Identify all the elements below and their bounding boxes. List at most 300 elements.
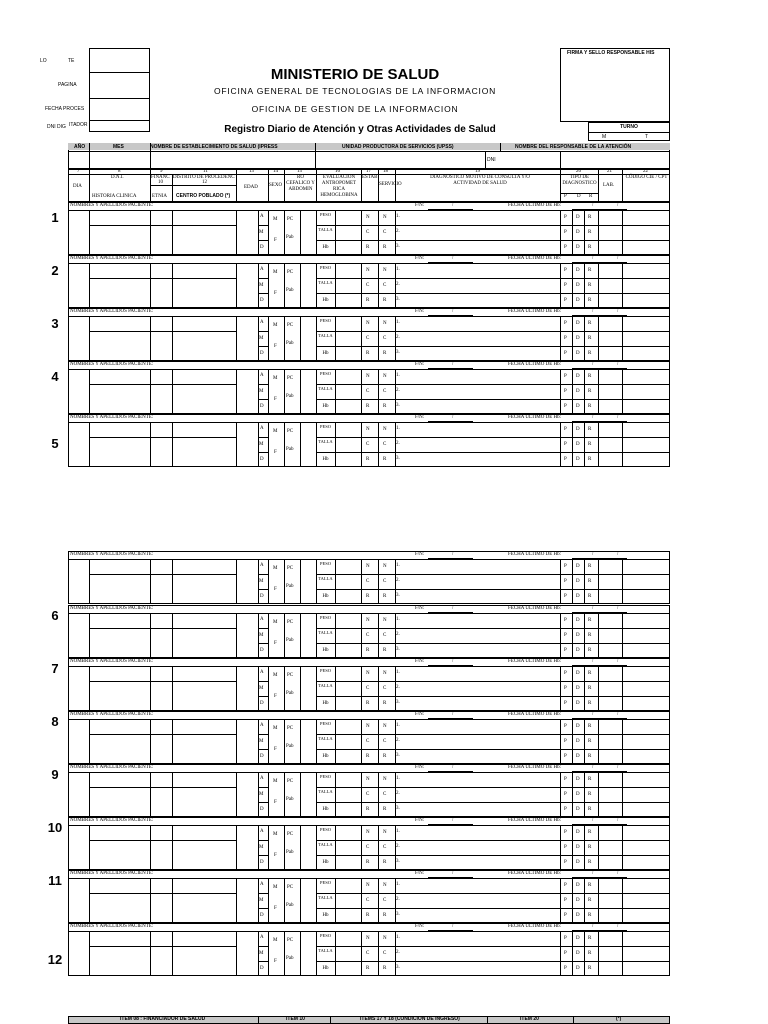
age-a[interactable]: A xyxy=(260,723,264,728)
tipo-d-check[interactable]: D xyxy=(576,245,580,250)
sex-m[interactable]: M xyxy=(273,885,278,890)
age-m[interactable]: M xyxy=(259,336,264,341)
cond-c[interactable]: C xyxy=(366,389,370,394)
cond-c[interactable]: C xyxy=(383,792,387,797)
tipo-p-check[interactable]: P xyxy=(564,883,567,888)
cond-n[interactable]: N xyxy=(383,671,387,676)
cond-r[interactable]: R xyxy=(383,404,387,409)
tipo-r-check[interactable]: R xyxy=(588,807,592,812)
diag-1[interactable]: 1. xyxy=(396,776,400,781)
tipo-d-check[interactable]: D xyxy=(576,701,580,706)
sex-m[interactable]: M xyxy=(273,620,278,625)
tipo-p-check[interactable]: P xyxy=(564,686,567,691)
tipo-r-check[interactable]: R xyxy=(588,298,592,303)
age-m[interactable]: M xyxy=(259,389,264,394)
cond-c[interactable]: C xyxy=(383,579,387,584)
age-m[interactable]: M xyxy=(259,283,264,288)
cond-n[interactable]: N xyxy=(366,936,370,941)
tipo-d-check[interactable]: D xyxy=(576,633,580,638)
sex-f[interactable]: F xyxy=(274,344,277,349)
tipo-p-check[interactable]: P xyxy=(564,777,567,782)
cond-r[interactable]: R xyxy=(383,594,387,599)
cond-n[interactable]: N xyxy=(366,427,370,432)
cond-c[interactable]: C xyxy=(383,898,387,903)
tipo-p-check[interactable]: P xyxy=(564,618,567,623)
cond-c[interactable]: C xyxy=(366,951,370,956)
age-a[interactable]: A xyxy=(260,426,264,431)
age-m[interactable]: M xyxy=(259,951,264,956)
tipo-r-check[interactable]: R xyxy=(588,701,592,706)
tipo-p-check[interactable]: P xyxy=(564,389,567,394)
tipo-p-check[interactable]: P xyxy=(564,374,567,379)
cond-r[interactable]: R xyxy=(366,807,370,812)
tipo-p-check[interactable]: P xyxy=(564,215,567,220)
tipo-r-check[interactable]: R xyxy=(588,594,592,599)
cond-n[interactable]: N xyxy=(366,374,370,379)
diag-2[interactable]: 2. xyxy=(396,229,400,234)
diag-2[interactable]: 2. xyxy=(396,335,400,340)
cond-c[interactable]: C xyxy=(383,336,387,341)
cond-r[interactable]: R xyxy=(366,913,370,918)
diag-1[interactable]: 1. xyxy=(396,829,400,834)
tipo-d-check[interactable]: D xyxy=(576,268,580,273)
cond-r[interactable]: R xyxy=(383,966,387,971)
tipo-r-check[interactable]: R xyxy=(588,427,592,432)
diag-1[interactable]: 1. xyxy=(396,373,400,378)
diag-3[interactable]: 3. xyxy=(396,859,400,864)
tipo-d-check[interactable]: D xyxy=(576,845,580,850)
cond-c[interactable]: C xyxy=(366,792,370,797)
tipo-p-check[interactable]: P xyxy=(564,739,567,744)
tipo-p-check[interactable]: P xyxy=(564,321,567,326)
cond-n[interactable]: N xyxy=(383,374,387,379)
cond-n[interactable]: N xyxy=(366,215,370,220)
sex-f[interactable]: F xyxy=(274,397,277,402)
diag-3[interactable]: 3. xyxy=(396,456,400,461)
cond-c[interactable]: C xyxy=(366,633,370,638)
tipo-d-check[interactable]: D xyxy=(576,618,580,623)
tipo-p-check[interactable]: P xyxy=(564,564,567,569)
cond-r[interactable]: R xyxy=(383,245,387,250)
diag-3[interactable]: 3. xyxy=(396,965,400,970)
tipo-p-check[interactable]: P xyxy=(564,283,567,288)
age-d[interactable]: D xyxy=(260,860,264,865)
firma-box[interactable] xyxy=(560,48,670,122)
cond-r[interactable]: R xyxy=(366,457,370,462)
tipo-d-check[interactable]: D xyxy=(576,283,580,288)
tipo-r-check[interactable]: R xyxy=(588,404,592,409)
sex-m[interactable]: M xyxy=(273,832,278,837)
tipo-d-check[interactable]: D xyxy=(576,724,580,729)
cond-r[interactable]: R xyxy=(383,298,387,303)
tipo-p-check[interactable]: P xyxy=(564,298,567,303)
age-m[interactable]: M xyxy=(259,686,264,691)
cond-r[interactable]: R xyxy=(366,298,370,303)
diag-3[interactable]: 3. xyxy=(396,700,400,705)
tipo-d-check[interactable]: D xyxy=(576,671,580,676)
tipo-p-check[interactable]: P xyxy=(564,336,567,341)
tipo-r-check[interactable]: R xyxy=(588,283,592,288)
sex-f[interactable]: F xyxy=(274,587,277,592)
age-a[interactable]: A xyxy=(260,617,264,622)
tipo-p-check[interactable]: P xyxy=(564,951,567,956)
sex-f[interactable]: F xyxy=(274,747,277,752)
tipo-r-check[interactable]: R xyxy=(588,845,592,850)
tipo-p-check[interactable]: P xyxy=(564,579,567,584)
cond-n[interactable]: N xyxy=(366,618,370,623)
cond-r[interactable]: R xyxy=(383,648,387,653)
tipo-r-check[interactable]: R xyxy=(588,936,592,941)
age-a[interactable]: A xyxy=(260,214,264,219)
diag-2[interactable]: 2. xyxy=(396,791,400,796)
tipo-p-check[interactable]: P xyxy=(564,701,567,706)
tipo-p-check[interactable]: P xyxy=(564,633,567,638)
cond-c[interactable]: C xyxy=(366,739,370,744)
tipo-d-check[interactable]: D xyxy=(576,739,580,744)
cond-r[interactable]: R xyxy=(366,754,370,759)
tipo-p-check[interactable]: P xyxy=(564,351,567,356)
tipo-p-check[interactable]: P xyxy=(564,230,567,235)
sex-m[interactable]: M xyxy=(273,566,278,571)
tipo-d-check[interactable]: D xyxy=(576,321,580,326)
cond-c[interactable]: C xyxy=(383,442,387,447)
sex-f[interactable]: F xyxy=(274,906,277,911)
tipo-r-check[interactable]: R xyxy=(588,648,592,653)
cond-n[interactable]: N xyxy=(383,618,387,623)
tipo-r-check[interactable]: R xyxy=(588,754,592,759)
tipo-d-check[interactable]: D xyxy=(576,427,580,432)
sex-f[interactable]: F xyxy=(274,641,277,646)
tipo-r-check[interactable]: R xyxy=(588,671,592,676)
diag-2[interactable]: 2. xyxy=(396,441,400,446)
sex-f[interactable]: F xyxy=(274,959,277,964)
cond-r[interactable]: R xyxy=(366,404,370,409)
tipo-p-check[interactable]: P xyxy=(564,671,567,676)
cond-c[interactable]: C xyxy=(383,389,387,394)
diag-3[interactable]: 3. xyxy=(396,350,400,355)
cond-n[interactable]: N xyxy=(366,883,370,888)
cond-c[interactable]: C xyxy=(383,739,387,744)
cond-n[interactable]: N xyxy=(383,215,387,220)
tipo-r-check[interactable]: R xyxy=(588,215,592,220)
age-d[interactable]: D xyxy=(260,298,264,303)
cond-r[interactable]: R xyxy=(383,351,387,356)
sex-f[interactable]: F xyxy=(274,238,277,243)
age-a[interactable]: A xyxy=(260,882,264,887)
cond-r[interactable]: R xyxy=(366,648,370,653)
diag-3[interactable]: 3. xyxy=(396,647,400,652)
sex-f[interactable]: F xyxy=(274,450,277,455)
diag-2[interactable]: 2. xyxy=(396,282,400,287)
age-d[interactable]: D xyxy=(260,648,264,653)
diag-1[interactable]: 1. xyxy=(396,935,400,940)
cond-n[interactable]: N xyxy=(383,321,387,326)
tipo-d-check[interactable]: D xyxy=(576,594,580,599)
sex-f[interactable]: F xyxy=(274,800,277,805)
diag-1[interactable]: 1. xyxy=(396,267,400,272)
cond-r[interactable]: R xyxy=(383,807,387,812)
cond-c[interactable]: C xyxy=(366,230,370,235)
cond-r[interactable]: R xyxy=(366,701,370,706)
diag-3[interactable]: 3. xyxy=(396,244,400,249)
tipo-d-check[interactable]: D xyxy=(576,442,580,447)
diag-3[interactable]: 3. xyxy=(396,403,400,408)
cond-n[interactable]: N xyxy=(366,268,370,273)
tipo-r-check[interactable]: R xyxy=(588,830,592,835)
tipo-r-check[interactable]: R xyxy=(588,739,592,744)
age-a[interactable]: A xyxy=(260,829,264,834)
cond-n[interactable]: N xyxy=(366,830,370,835)
tipo-r-check[interactable]: R xyxy=(588,913,592,918)
age-m[interactable]: M xyxy=(259,845,264,850)
diag-2[interactable]: 2. xyxy=(396,738,400,743)
cond-r[interactable]: R xyxy=(366,966,370,971)
cond-c[interactable]: C xyxy=(383,845,387,850)
diag-3[interactable]: 3. xyxy=(396,297,400,302)
tipo-r-check[interactable]: R xyxy=(588,860,592,865)
tipo-r-check[interactable]: R xyxy=(588,457,592,462)
tipo-p-check[interactable]: P xyxy=(564,792,567,797)
cond-c[interactable]: C xyxy=(366,336,370,341)
tipo-d-check[interactable]: D xyxy=(576,754,580,759)
tipo-r-check[interactable]: R xyxy=(588,268,592,273)
sex-m[interactable]: M xyxy=(273,270,278,275)
cond-n[interactable]: N xyxy=(366,724,370,729)
cond-c[interactable]: C xyxy=(366,442,370,447)
age-a[interactable]: A xyxy=(260,563,264,568)
age-a[interactable]: A xyxy=(260,935,264,940)
age-m[interactable]: M xyxy=(259,739,264,744)
diag-3[interactable]: 3. xyxy=(396,806,400,811)
tipo-r-check[interactable]: R xyxy=(588,777,592,782)
cond-r[interactable]: R xyxy=(383,457,387,462)
tipo-d-check[interactable]: D xyxy=(576,686,580,691)
diag-2[interactable]: 2. xyxy=(396,897,400,902)
cond-r[interactable]: R xyxy=(366,351,370,356)
diag-1[interactable]: 1. xyxy=(396,617,400,622)
tipo-d-check[interactable]: D xyxy=(576,351,580,356)
tipo-d-check[interactable]: D xyxy=(576,966,580,971)
tipo-r-check[interactable]: R xyxy=(588,442,592,447)
tipo-d-check[interactable]: D xyxy=(576,830,580,835)
sex-f[interactable]: F xyxy=(274,694,277,699)
sex-m[interactable]: M xyxy=(273,429,278,434)
cond-c[interactable]: C xyxy=(366,686,370,691)
age-m[interactable]: M xyxy=(259,442,264,447)
tipo-d-check[interactable]: D xyxy=(576,230,580,235)
tipo-p-check[interactable]: P xyxy=(564,830,567,835)
age-a[interactable]: A xyxy=(260,670,264,675)
cond-n[interactable]: N xyxy=(383,724,387,729)
tipo-d-check[interactable]: D xyxy=(576,792,580,797)
age-d[interactable]: D xyxy=(260,457,264,462)
cond-n[interactable]: N xyxy=(383,427,387,432)
tipo-r-check[interactable]: R xyxy=(588,792,592,797)
diag-1[interactable]: 1. xyxy=(396,320,400,325)
cond-r[interactable]: R xyxy=(366,245,370,250)
age-d[interactable]: D xyxy=(260,404,264,409)
age-d[interactable]: D xyxy=(260,594,264,599)
tipo-r-check[interactable]: R xyxy=(588,724,592,729)
tipo-d-check[interactable]: D xyxy=(576,883,580,888)
tipo-p-check[interactable]: P xyxy=(564,268,567,273)
cond-c[interactable]: C xyxy=(383,283,387,288)
tipo-d-check[interactable]: D xyxy=(576,807,580,812)
cond-n[interactable]: N xyxy=(366,564,370,569)
diag-2[interactable]: 2. xyxy=(396,388,400,393)
cond-c[interactable]: C xyxy=(366,283,370,288)
cond-r[interactable]: R xyxy=(383,913,387,918)
tipo-p-check[interactable]: P xyxy=(564,860,567,865)
age-m[interactable]: M xyxy=(259,633,264,638)
cond-n[interactable]: N xyxy=(383,830,387,835)
turno-box[interactable] xyxy=(588,122,670,141)
tipo-d-check[interactable]: D xyxy=(576,374,580,379)
tipo-d-check[interactable]: D xyxy=(576,564,580,569)
sex-m[interactable]: M xyxy=(273,938,278,943)
tipo-d-check[interactable]: D xyxy=(576,936,580,941)
tipo-p-check[interactable]: P xyxy=(564,898,567,903)
cond-n[interactable]: N xyxy=(366,777,370,782)
tipo-r-check[interactable]: R xyxy=(588,389,592,394)
tipo-p-check[interactable]: P xyxy=(564,724,567,729)
cond-n[interactable]: N xyxy=(383,564,387,569)
diag-2[interactable]: 2. xyxy=(396,578,400,583)
cond-c[interactable]: C xyxy=(366,898,370,903)
tipo-r-check[interactable]: R xyxy=(588,245,592,250)
age-m[interactable]: M xyxy=(259,898,264,903)
tipo-r-check[interactable]: R xyxy=(588,686,592,691)
age-m[interactable]: M xyxy=(259,579,264,584)
cond-n[interactable]: N xyxy=(383,268,387,273)
sex-f[interactable]: F xyxy=(274,291,277,296)
diag-3[interactable]: 3. xyxy=(396,753,400,758)
cond-c[interactable]: C xyxy=(366,845,370,850)
diag-1[interactable]: 1. xyxy=(396,723,400,728)
age-a[interactable]: A xyxy=(260,320,264,325)
age-d[interactable]: D xyxy=(260,245,264,250)
age-a[interactable]: A xyxy=(260,267,264,272)
age-a[interactable]: A xyxy=(260,373,264,378)
tipo-d-check[interactable]: D xyxy=(576,579,580,584)
diag-2[interactable]: 2. xyxy=(396,844,400,849)
age-a[interactable]: A xyxy=(260,776,264,781)
sex-m[interactable]: M xyxy=(273,673,278,678)
tipo-d-check[interactable]: D xyxy=(576,648,580,653)
diag-1[interactable]: 1. xyxy=(396,214,400,219)
tipo-r-check[interactable]: R xyxy=(588,230,592,235)
diag-1[interactable]: 1. xyxy=(396,426,400,431)
cond-c[interactable]: C xyxy=(383,230,387,235)
age-d[interactable]: D xyxy=(260,351,264,356)
tipo-p-check[interactable]: P xyxy=(564,913,567,918)
tipo-r-check[interactable]: R xyxy=(588,966,592,971)
cond-n[interactable]: N xyxy=(366,671,370,676)
tipo-p-check[interactable]: P xyxy=(564,427,567,432)
age-d[interactable]: D xyxy=(260,807,264,812)
age-d[interactable]: D xyxy=(260,913,264,918)
tipo-p-check[interactable]: P xyxy=(564,442,567,447)
tipo-p-check[interactable]: P xyxy=(564,404,567,409)
tipo-d-check[interactable]: D xyxy=(576,457,580,462)
cond-n[interactable]: N xyxy=(383,883,387,888)
tipo-p-check[interactable]: P xyxy=(564,807,567,812)
tipo-r-check[interactable]: R xyxy=(588,618,592,623)
cond-c[interactable]: C xyxy=(383,633,387,638)
sex-f[interactable]: F xyxy=(274,853,277,858)
age-d[interactable]: D xyxy=(260,966,264,971)
tipo-d-check[interactable]: D xyxy=(576,951,580,956)
tipo-d-check[interactable]: D xyxy=(576,913,580,918)
tipo-d-check[interactable]: D xyxy=(576,215,580,220)
age-m[interactable]: M xyxy=(259,230,264,235)
tipo-p-check[interactable]: P xyxy=(564,845,567,850)
cond-n[interactable]: N xyxy=(383,777,387,782)
cond-n[interactable]: N xyxy=(383,936,387,941)
tipo-p-check[interactable]: P xyxy=(564,648,567,653)
sex-m[interactable]: M xyxy=(273,217,278,222)
diag-1[interactable]: 1. xyxy=(396,670,400,675)
tipo-r-check[interactable]: R xyxy=(588,564,592,569)
cond-c[interactable]: C xyxy=(383,951,387,956)
tipo-d-check[interactable]: D xyxy=(576,860,580,865)
tipo-r-check[interactable]: R xyxy=(588,351,592,356)
tipo-r-check[interactable]: R xyxy=(588,883,592,888)
tipo-p-check[interactable]: P xyxy=(564,966,567,971)
cond-r[interactable]: R xyxy=(383,754,387,759)
age-d[interactable]: D xyxy=(260,701,264,706)
tipo-d-check[interactable]: D xyxy=(576,777,580,782)
tipo-p-check[interactable]: P xyxy=(564,245,567,250)
tipo-r-check[interactable]: R xyxy=(588,633,592,638)
sex-m[interactable]: M xyxy=(273,376,278,381)
cond-c[interactable]: C xyxy=(366,579,370,584)
tipo-p-check[interactable]: P xyxy=(564,936,567,941)
age-m[interactable]: M xyxy=(259,792,264,797)
cond-r[interactable]: R xyxy=(366,860,370,865)
diag-1[interactable]: 1. xyxy=(396,563,400,568)
tipo-r-check[interactable]: R xyxy=(588,336,592,341)
cond-n[interactable]: N xyxy=(366,321,370,326)
tipo-d-check[interactable]: D xyxy=(576,898,580,903)
tipo-r-check[interactable]: R xyxy=(588,898,592,903)
age-d[interactable]: D xyxy=(260,754,264,759)
tipo-p-check[interactable]: P xyxy=(564,754,567,759)
cond-r[interactable]: R xyxy=(383,701,387,706)
sex-m[interactable]: M xyxy=(273,726,278,731)
sex-m[interactable]: M xyxy=(273,323,278,328)
diag-1[interactable]: 1. xyxy=(396,882,400,887)
diag-2[interactable]: 2. xyxy=(396,632,400,637)
tipo-p-check[interactable]: P xyxy=(564,457,567,462)
tipo-r-check[interactable]: R xyxy=(588,321,592,326)
tipo-r-check[interactable]: R xyxy=(588,579,592,584)
tipo-d-check[interactable]: D xyxy=(576,298,580,303)
diag-2[interactable]: 2. xyxy=(396,950,400,955)
tipo-d-check[interactable]: D xyxy=(576,389,580,394)
sex-m[interactable]: M xyxy=(273,779,278,784)
tipo-d-check[interactable]: D xyxy=(576,404,580,409)
tipo-d-check[interactable]: D xyxy=(576,336,580,341)
diag-3[interactable]: 3. xyxy=(396,593,400,598)
tipo-r-check[interactable]: R xyxy=(588,374,592,379)
diag-3[interactable]: 3. xyxy=(396,912,400,917)
diag-2[interactable]: 2. xyxy=(396,685,400,690)
cond-c[interactable]: C xyxy=(383,686,387,691)
tipo-p-check[interactable]: P xyxy=(564,594,567,599)
cond-r[interactable]: R xyxy=(383,860,387,865)
cond-r[interactable]: R xyxy=(366,594,370,599)
